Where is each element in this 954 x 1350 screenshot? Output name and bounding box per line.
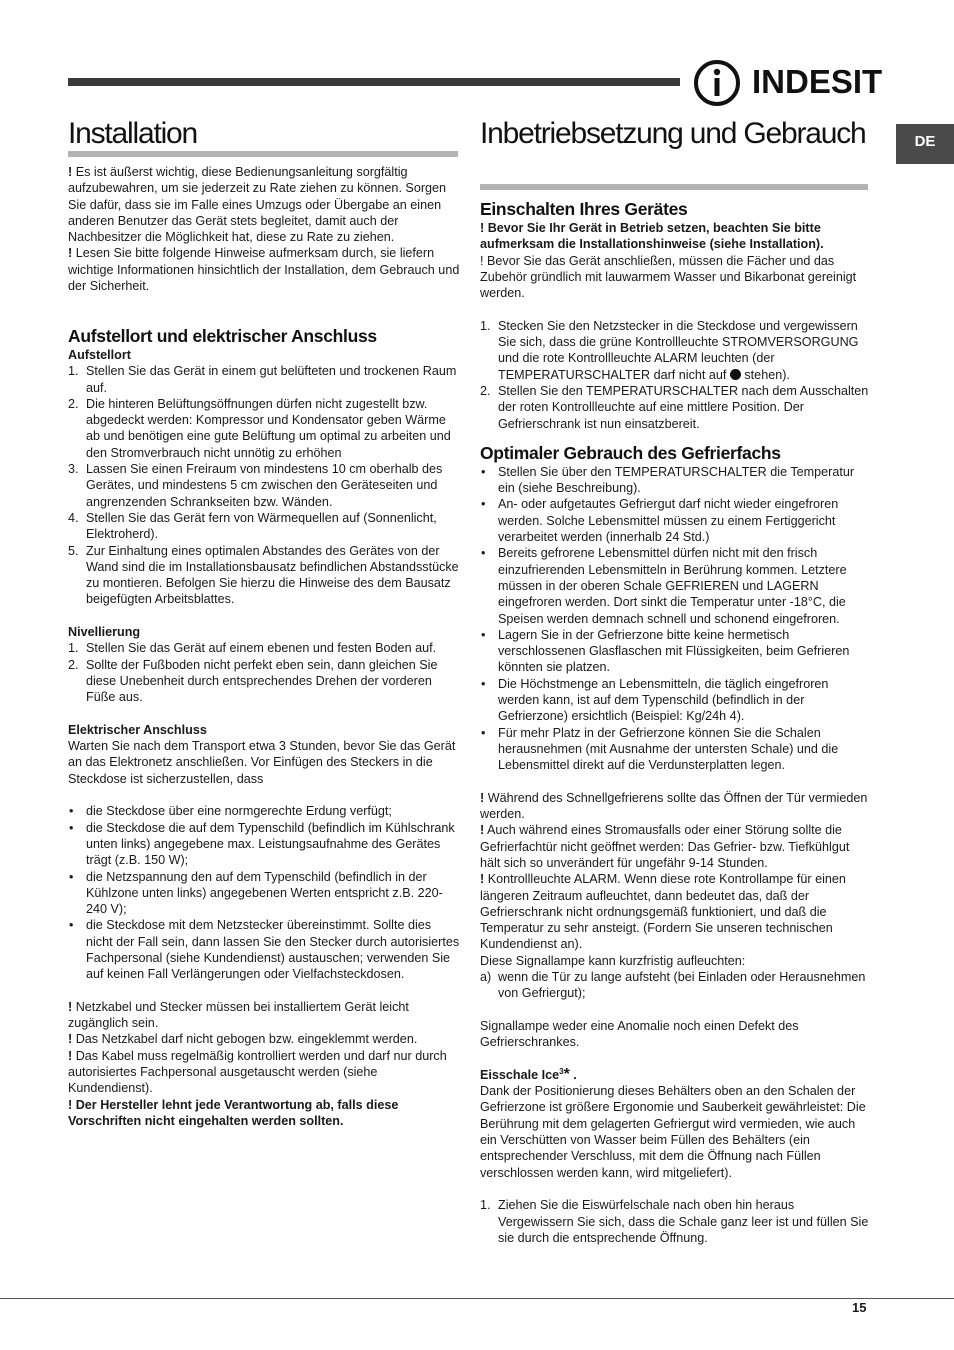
aufstellort-section xyxy=(68,325,460,1129)
list-item: 1. Stecken Sie den Netzstecker in die Steckdose und vergewissern Sie sich, dass die grüne Kontrollleuchte STROMVERSORGUNG und die rote Kontrollleuchte ALARM leuchten (der TEMPERATURSCHALTER darf nicht auf stehen). xyxy=(480,318,859,382)
list-item: 3. Lassen Sie einen Freiraum von mindestens 10 cm oberhalb des Gerätes, und mindestens 5 cm zwischen den Geräteseiten und angrenzenden Schrankseiten bzw. Wänden. xyxy=(68,462,443,509)
list-item: • Für mehr Platz in der Gefrierzone können Sie die Schalen herausnehmen (mit Ausnahme der untersten Schale) und die Lebensmittel direkt auf die Verdunsterplatten legen. xyxy=(481,725,839,773)
list-item: • Stellen Sie über den TEMPERATURSCHALTER die Temperatur ein (siehe Beschreibung). xyxy=(481,464,855,496)
list-item: 1. Stellen Sie das Gerät in einem gut belüfteten und trockenen Raum auf. xyxy=(68,364,457,395)
page-number: 15 xyxy=(852,1300,867,1315)
list-item: • die Steckdose die auf dem Typenschild (befindlich im Kühlschrank unten links) angegebene max. Leistungsaufnahme des Gerätes trägt (z.B. 150 W); xyxy=(69,820,455,868)
einschalten-heading: Einschalten Ihres Gerätes xyxy=(480,199,688,219)
list-item: • die Steckdose mit dem Netzstecker übereinstimmt. Sollte dies nicht der Fall sein, dann lassen Sie den Stecker durch autorisiertes Fachpersonal (siehe Kundendienst) austauschen; verwenden Sie auf keinen Fall Verlängerungen oder Vielfachsteckdosen. xyxy=(69,918,460,982)
signal-list xyxy=(480,969,870,1002)
list-item: 1. Stellen Sie das Gerät auf einem ebenen und festen Boden auf. xyxy=(68,641,437,656)
nivellierung-heading: Nivellierung xyxy=(68,625,141,640)
aufstellort-heading: Aufstellort xyxy=(68,348,131,362)
list-item: 2. Sollte der Fußboden nicht perfekt eben sein, dann gleichen Sie diese Unebenheit durch entsprechendes Drehen der vorderen Füße aus. xyxy=(68,657,438,705)
eisschale-text: Dank der Positionierung dieses Behälters oben an den Schalen der Gefrierzone ist größere Ergonomie und Sauberkeit gewährleistet: Die Berührung mit dem gelagerten Gefriergut wird vermieden, wie auch ein Verschütten von Wasser beim Füllen des Behälters (ein entsprechender Verschluss, mit dem die Öffnung nach Füllen verschlossen werden kann, wird mitgeliefert). xyxy=(480,1084,866,1180)
intro-paragraph-1: ! Es ist äußerst wichtig, diese Bedienungsanleitung sorgfältig aufzubewahren, um sie jederzeit zu Rate ziehen zu können. Sorgen Sie dafür, dass sie im Falle eines Umzugs oder Übergabe an einen anderen Benutzer das Gerät stets begleitet, damit auch der Nachbesitzer die Möglichkeit hat, diese zu Rate zu ziehen. xyxy=(68,165,447,245)
list-item: • Die Höchstmenge an Lebensmitteln, die täglich eingefroren werden kann, ist auf dem Typenschild (befindlich in der Gefrierzone) ersichtlich (Beispiel: Kg/24h 4). xyxy=(481,676,829,724)
signal-text: Diese Signallampe kann kurzfristig aufleuchten: xyxy=(480,953,746,968)
signal-after: Signallampe weder eine Anomalie noch einen Defekt des Gefrierschrankes. xyxy=(480,1018,799,1050)
right-column xyxy=(480,198,870,1246)
lamp-off-icon xyxy=(730,369,741,380)
brand-name: INDESIT xyxy=(752,63,883,100)
einschalten-text: ! Bevor Sie das Gerät anschließen, müssen die Fächer und das Zubehör gründlich mit lauwarmem Wasser und Bikarbonat gereinigt werden. xyxy=(480,253,857,301)
einschalten-list xyxy=(480,318,870,432)
elektrisch-text: Warten Sie nach dem Transport etwa 3 Stunden, bevor Sie das Gerät an das Elektronetz anschließen. Vor Einfügen des Steckers in die Steckdose ist sicherzustellen, dass xyxy=(68,739,456,786)
language-tab: DE xyxy=(896,124,954,164)
installation-title: Installation xyxy=(68,116,458,157)
list-item: • die Netzspannung den auf dem Typenschild (befindlich in der Kühlzone unten links) angegebenen Werten entspricht z.B. 220-240 V); xyxy=(69,869,443,917)
elektrisch-bullets xyxy=(68,803,460,982)
list-item: 4. Stellen Sie das Gerät fern von Wärmequellen auf (Sonnenlicht, Elektroherd). xyxy=(68,510,437,542)
warning-3: ! Das Kabel muss regelmäßig kontrolliert werden und darf nur durch autorisiertes Fachpersonal ausgetauscht werden (siehe Kundendienst). xyxy=(68,1048,447,1096)
elektrisch-heading: Elektrischer Anschluss xyxy=(68,722,207,737)
final-warning: ! Der Hersteller lehnt jede Verantwortung ab, falls diese Vorschriften nicht eingehalten werden sollten. xyxy=(68,1097,399,1128)
usage-title: Inbetriebsetzung und Gebrauch xyxy=(480,116,868,190)
nivellierung-list xyxy=(68,640,460,705)
note-2: ! Auch während eines Stromausfalls oder einer Störung sollte die Gefrierfachtür nicht geöffnet werden: Das Gefrier- bzw. Tiefkühlgut hält sich so unverändert für ungefähr 9-14 Stunden. xyxy=(480,823,850,870)
note-1: ! Während des Schnellgefrierens sollte das Öffnen der Tür vermieden werden. xyxy=(480,790,868,822)
list-item: 2. Die hinteren Belüftungsöffnungen dürfen nicht zugestellt bzw. abgedeckt werden: Kompressor und Kondensator geben Wärme ab und benötigen eine gute Belüftung um optimal zu arbeiten und den Stromverbrauch nicht unnötig zu erhöhen xyxy=(68,396,451,460)
list-item: 1. Ziehen Sie die Eiswürfelschale nach oben hin heraus Vergewissern Sie sich, dass die Schale ganz leer ist und füllen Sie sie durch die entsprechende Öffnung. xyxy=(480,1198,869,1245)
eisschale-heading: Eisschale Ice$^3$* . xyxy=(480,1065,577,1083)
footer-rule xyxy=(0,1298,954,1299)
list-item: 5. Zur Einhaltung eines optimalen Abstandes des Gerätes von der Wand sind die im Installationsbausatz befindlichen Abstandsstücke zu montieren. Befolgen Sie hierzu die Hinweise des dem Bausatz beigefügten Arbeitsblattes. xyxy=(68,543,459,607)
intro-paragraph-2: ! Lesen Sie bitte folgende Hinweise aufmerksam durch, sie liefern wichtige Informationen hinsichtlich der Installation, dem Gebrauch und der Sicherheit. xyxy=(68,246,460,294)
optimal-heading: Optimaler Gebrauch des Gefrierfachs xyxy=(480,442,781,463)
eisschale-list xyxy=(480,1197,870,1246)
aufstellort-list xyxy=(68,363,460,607)
optimal-bullets xyxy=(480,464,870,774)
list-item: a) wenn die Tür zu lange aufsteht (bei Einladen oder Herausnehmen von Gefriergut); xyxy=(480,970,866,1001)
list-item: • Bereits gefrorene Lebensmittel dürfen nicht mit den frisch einzufrierenden Lebensmitteln in Berührung kommen. Letztere müssen in der oberen Schale GEFRIEREN und LAGERN eingefroren werden. Dort sinkt die Temperatur unter -18°C, die Speisen werden demnach schnell und schonend eingefroren. xyxy=(481,546,847,626)
note-3: ! Kontrollleuchte ALARM. Wenn diese rote Kontrollampe für einen längeren Zeitraum aufleuchtet, dann bedeutet das, daß der Gefrierschrank nicht ordnungsgemäß funktioniert, und daß die Temperatur zu sehr ansteigt. (Fordern Sie unseren technischen Kundendienst an). xyxy=(480,872,846,952)
warning-2: ! Das Netzkabel darf nicht gebogen bzw. eingeklemmt werden. xyxy=(68,1032,418,1047)
list-item: 2. Stellen Sie den TEMPERATURSCHALTER nach dem Ausschalten der roten Kontrollleuchte auf eine mittlere Position. Der Gefrierschrank ist nun einsatzbereit. xyxy=(480,383,869,431)
warning-1: ! Netzkabel und Stecker müssen bei installiertem Gerät leicht zugänglich sein. xyxy=(68,999,409,1031)
einschalten-bold: ! Bevor Sie Ihr Gerät in Betrieb setzen, beachten Sie bitte aufmerksam die Installationshinweise (siehe Installation). xyxy=(480,221,824,252)
list-item: • An- oder aufgetautes Gefriergut darf nicht wieder eingefroren werden. Solche Lebensmittel müssen zu einem Fertiggericht verarbeitet werden (innerhalb 24 Std.) xyxy=(481,497,839,545)
left-column xyxy=(68,164,460,294)
section-heading-aufstellort: Aufstellort und elektrischer Anschluss xyxy=(68,326,377,346)
list-item: • Lagern Sie in der Gefrierzone bitte keine hermetisch verschlossenen Glasflaschen mit Flüssigkeiten, beim Gefrieren könnten sie platzen. xyxy=(481,627,850,675)
header-rule xyxy=(68,78,680,86)
list-item: • die Steckdose über eine normgerechte Erdung verfügt; xyxy=(69,804,392,819)
